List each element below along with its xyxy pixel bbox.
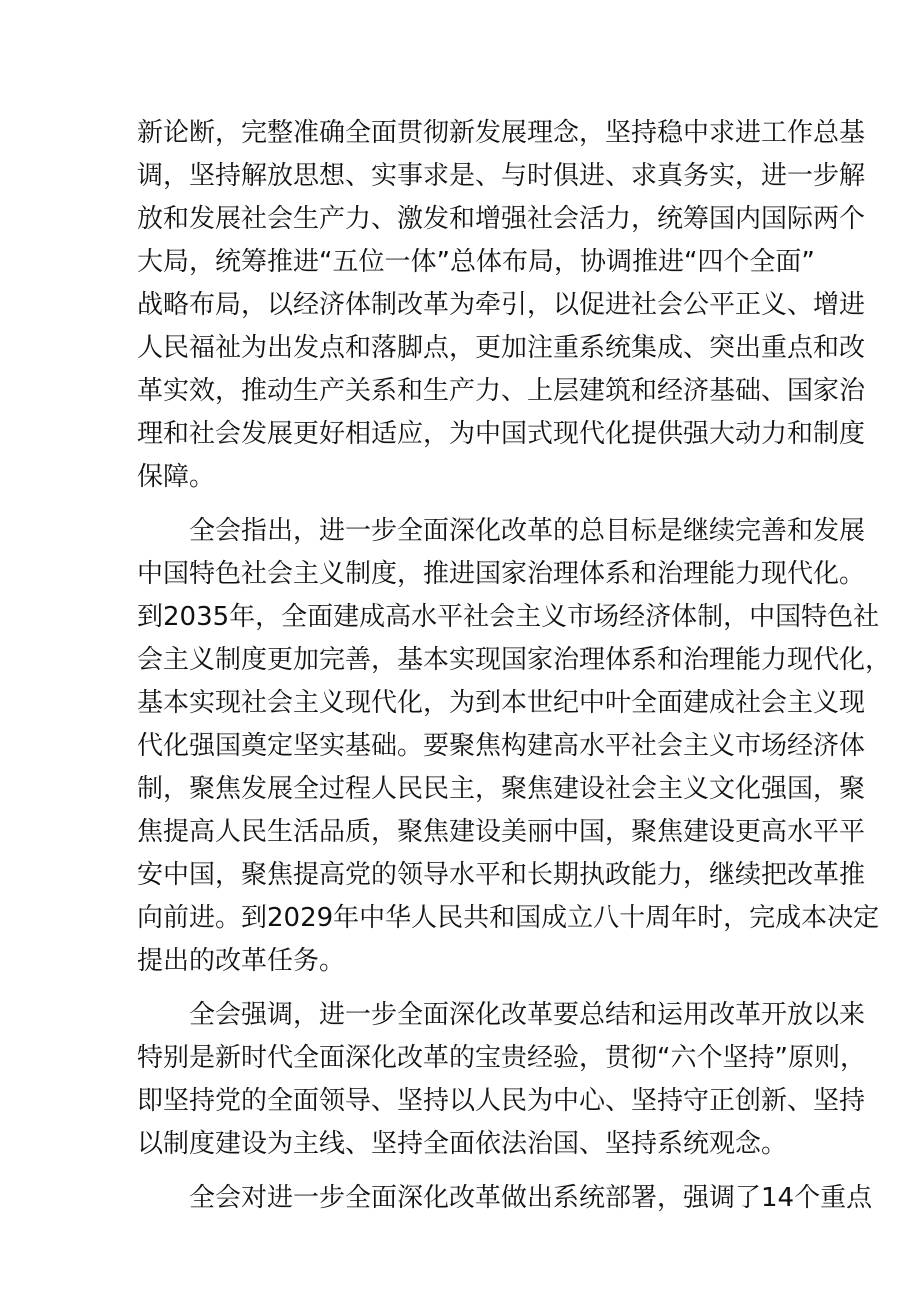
- paragraph-2: [137, 510, 892, 983]
- paragraph-spacing: [137, 499, 797, 510]
- text-line: 基本实现社会主义现代化，为到本世纪中叶全面建成社会主义现: [137, 688, 866, 718]
- paragraph-4: [137, 1177, 873, 1220]
- document-body: [137, 112, 892, 1220]
- text-line: 全会强调，进一步全面深化改革要总结和运用改革开放以来: [189, 1000, 866, 1030]
- text-line: 安中国，聚焦提高党的领导水平和长期执政能力，继续把改革推: [137, 860, 866, 890]
- text-line: 保障。: [137, 462, 216, 492]
- text-line: 理和社会发展更好相适应，为中国式现代化提供强大动力和制度: [137, 419, 866, 449]
- text-line: 战略布局，以经济体制改革为牵引，以促进社会公平正义、增进: [137, 290, 866, 320]
- paragraph-spacing: [137, 1166, 797, 1177]
- text-line: 到2035年，全面建成高水平社会主义市场经济体制，中国特色社: [137, 602, 880, 632]
- text-line: 新论断，完整准确全面贯彻新发展理念，坚持稳中求进工作总基: [137, 118, 866, 148]
- text-line: 提出的改革任务。: [137, 946, 346, 976]
- text-line: 特别是新时代全面深化改革的宝贵经验，贯彻“六个坚持”原则，: [137, 1043, 866, 1073]
- text-line: 调，坚持解放思想、实事求是、与时俱进、求真务实，进一步解: [137, 161, 866, 191]
- text-line: 制，聚焦发展全过程人民民主，聚焦建设社会主义文化强国，聚: [137, 774, 866, 804]
- text-line: 全会对进一步全面深化改革做出系统部署，强调了14个重点: [189, 1183, 873, 1213]
- paragraph-1: [137, 112, 866, 499]
- paragraph-3: [137, 994, 866, 1166]
- text-line: 即坚持党的全面领导、坚持以人民为中心、坚持守正创新、坚持: [137, 1086, 866, 1116]
- text-line: 焦提高人民生活品质，聚焦建设美丽中国，聚焦建设更高水平平: [137, 817, 866, 847]
- text-line: 会主义制度更加完善，基本实现国家治理体系和治理能力现代化，: [137, 645, 892, 675]
- text-line: 全会指出，进一步全面深化改革的总目标是继续完善和发展: [189, 516, 866, 546]
- paragraph-spacing: [137, 983, 797, 994]
- text-line: 中国特色社会主义制度，推进国家治理体系和治理能力现代化。: [137, 559, 866, 589]
- text-line: 向前进。到2029年中华人民共和国成立八十周年时，完成本决定: [137, 903, 880, 933]
- text-line: 大局，统筹推进“五位一体”总体布局，协调推进“四个全面”: [137, 247, 815, 277]
- text-line: 放和发展社会生产力、激发和增强社会活力，统筹国内国际两个: [137, 204, 866, 234]
- text-line: 革实效，推动生产关系和生产力、上层建筑和经济基础、国家治: [137, 376, 866, 406]
- text-line: 人民福祉为出发点和落脚点，更加注重系统集成、突出重点和改: [137, 333, 866, 363]
- text-line: 以制度建设为主线、坚持全面依法治国、坚持系统观念。: [137, 1129, 788, 1159]
- text-line: 代化强国奠定坚实基础。要聚焦构建高水平社会主义市场经济体: [137, 731, 866, 761]
